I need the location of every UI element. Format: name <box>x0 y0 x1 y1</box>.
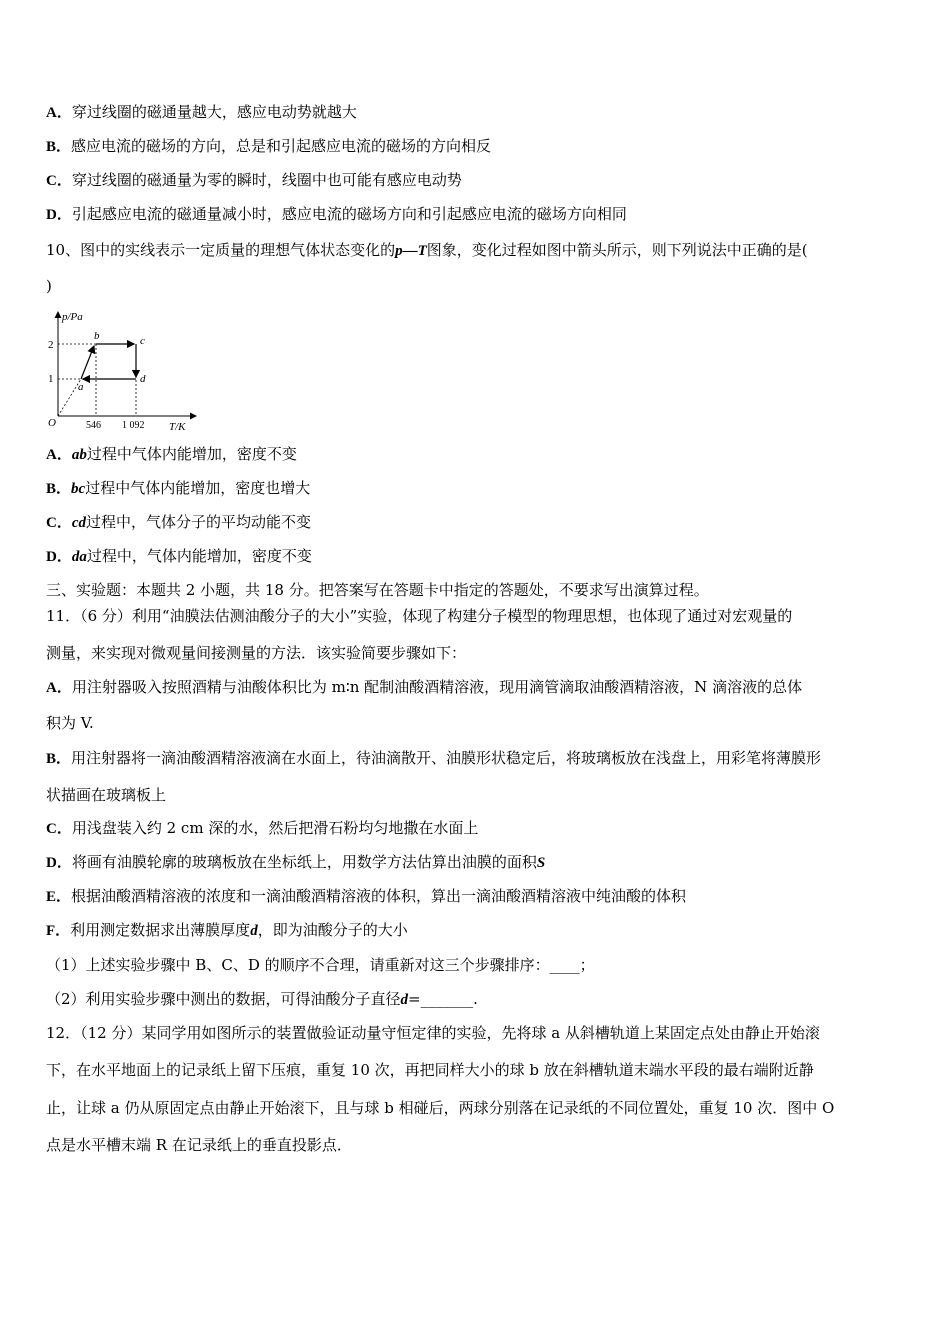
option-var: bc <box>71 481 86 497</box>
step-label: D． <box>46 855 72 871</box>
option-label: B． <box>46 481 72 497</box>
step-label: B． <box>46 751 72 767</box>
y-axis-label: p/Pa <box>62 311 83 323</box>
q9-option-c <box>46 170 462 191</box>
pt-graph-figure <box>44 306 204 432</box>
option-text: 过程中，气体内能增加，密度不变 <box>86 547 312 565</box>
q10-option-b <box>46 478 310 499</box>
step-label: E． <box>46 889 72 905</box>
option-text: 引起感应电流的磁通量减小时，感应电流的磁场方向和引起感应电流的磁场方向相同 <box>71 205 627 223</box>
option-label: A． <box>46 105 72 121</box>
q10-stem-var: p—T <box>395 243 427 259</box>
step-text: 将画有油膜轮廓的玻璃板放在坐标纸上，用数学方法估算出油膜的面积 <box>71 853 537 871</box>
step-text: 根据油酸酒精溶液的浓度和一滴油酸酒精溶液的体积，算出一滴油酸酒精溶液中纯油酸的体积 <box>71 887 687 905</box>
q10-option-c <box>46 512 311 533</box>
q9-option-a <box>46 102 357 123</box>
option-text: 穿过线圈的磁通量越大，感应电动势就越大 <box>71 103 357 121</box>
q11-subquestion-2 <box>46 989 478 1010</box>
x-axis-label: T/K <box>169 421 186 432</box>
q10-stem-pre: 10、图中的实线表示一定质量的理想气体状态变化的 <box>46 241 396 259</box>
step-label: F． <box>46 923 71 939</box>
point-d-label: d <box>140 373 146 385</box>
origin-label: O <box>48 417 56 429</box>
q11-step-c <box>46 818 478 839</box>
option-var: ab <box>71 447 87 463</box>
step-label: C． <box>46 821 72 837</box>
q11-step-b-cont: 状描画在玻璃板上 <box>46 786 167 804</box>
section-heading: 三、实验题：本题共 2 小题，共 18 分。把答案写在答题卡中指定的答题处，不要求写出演算过程。 <box>46 581 709 599</box>
option-label: B． <box>46 139 72 155</box>
q11-subquestion-1: （1）上述实验步骤中 B、C、D 的顺序不合理，请重新对这三个步骤排序：____； <box>46 956 595 974</box>
option-label: A． <box>46 447 72 463</box>
q12-stem-line1: 12．（12 分）某同学用如图所示的装置做验证动量守恒定律的实验，先将球 a 从斜槽轨道上某固定点处由静止开始滚 <box>46 1024 820 1042</box>
option-var: da <box>71 549 87 565</box>
q11-step-b <box>46 748 821 769</box>
q12-stem-line3: 止，让球 a 仍从原固定点由静止开始滚下，且与球 b 相碰后，两球分别落在记录纸的不同位置处，重复 10 次．图中 O <box>46 1099 835 1117</box>
step-label: A． <box>46 680 72 696</box>
y-tick-2: 2 <box>48 339 54 351</box>
q11-stem-line2: 测量，来实现对微观量间接测量的方法．该实验简要步骤如下： <box>46 644 467 662</box>
step-text: 利用测定数据求出薄膜厚度 <box>70 921 251 939</box>
option-text: 穿过线圈的磁通量为零的瞬时，线圈中也可能有感应电动势 <box>71 171 462 189</box>
option-text: 过程中气体内能增加，密度不变 <box>86 445 297 463</box>
q12-stem-line2: 下，在水平地面上的记录纸上留下压痕，重复 10 次，再把同样大小的球 b 放在斜槽轨道末端水平段的最右端附近静 <box>46 1061 814 1079</box>
sub2-post: =_______. <box>408 990 478 1008</box>
q10-option-a <box>46 444 297 465</box>
x-tick-1092: 1 092 <box>122 420 145 431</box>
q11-step-e <box>46 886 686 907</box>
x-tick-546: 546 <box>86 420 101 431</box>
q12-stem-line4: 点是水平槽末端 R 在记录纸上的垂直投影点． <box>46 1136 352 1154</box>
step-text: 用浅盘装入约 2 cm 深的水，然后把滑石粉均匀地撒在水面上 <box>71 819 479 837</box>
q11-step-f <box>46 920 408 941</box>
option-label: D． <box>46 207 72 223</box>
option-label: C． <box>46 173 72 189</box>
option-label: D． <box>46 549 72 565</box>
step-text: 用注射器吸入按照酒精与油酸体积比为 m∶n 配制油酸酒精溶液，现用滴管滴取油酸酒精溶液，N 滴溶液的总体 <box>71 678 803 696</box>
option-label: C． <box>46 515 72 531</box>
process-ab <box>81 346 94 379</box>
point-c-label: c <box>140 335 145 347</box>
q9-option-b <box>46 136 491 157</box>
option-var: cd <box>71 515 87 531</box>
q9-option-d <box>46 204 627 225</box>
sub2-pre: （2）利用实验步骤中测出的数据，可得油酸分子直径 <box>46 990 401 1008</box>
sub2-var: d <box>400 992 409 1008</box>
q10-stem <box>46 240 808 261</box>
q11-step-d <box>46 852 545 873</box>
point-a-label: a <box>78 381 84 393</box>
q10-option-d <box>46 546 312 567</box>
q10-stem-post: 图象，变化过程如图中箭头所示，则下列说法中正确的是( <box>426 241 808 259</box>
q11-stem-line1: 11．（6 分）利用“油膜法估测油酸分子的大小”实验，体现了构建分子模型的物理思想，也体现了通过对宏观量的 <box>46 607 793 625</box>
step-var: S <box>536 855 546 871</box>
point-b-label: b <box>94 330 100 342</box>
y-tick-1: 1 <box>48 373 54 385</box>
step-text: 用注射器将一滴油酸酒精溶液滴在水面上，待油滴散开、油膜形状稳定后，将玻璃板放在浅盘上，用彩笔将薄膜形 <box>71 749 822 767</box>
step-var: d <box>250 923 258 939</box>
q10-stem-end: ) <box>46 277 52 295</box>
option-text: 过程中，气体分子的平均动能不变 <box>86 513 312 531</box>
step-text-post: ，即为油酸分子的大小 <box>257 921 408 939</box>
q11-step-a-cont: 积为 V. <box>46 714 94 732</box>
option-text: 感应电流的磁场的方向，总是和引起感应电流的磁场的方向相反 <box>71 137 492 155</box>
q11-step-a <box>46 677 802 698</box>
option-text: 过程中气体内能增加，密度也增大 <box>85 479 311 497</box>
